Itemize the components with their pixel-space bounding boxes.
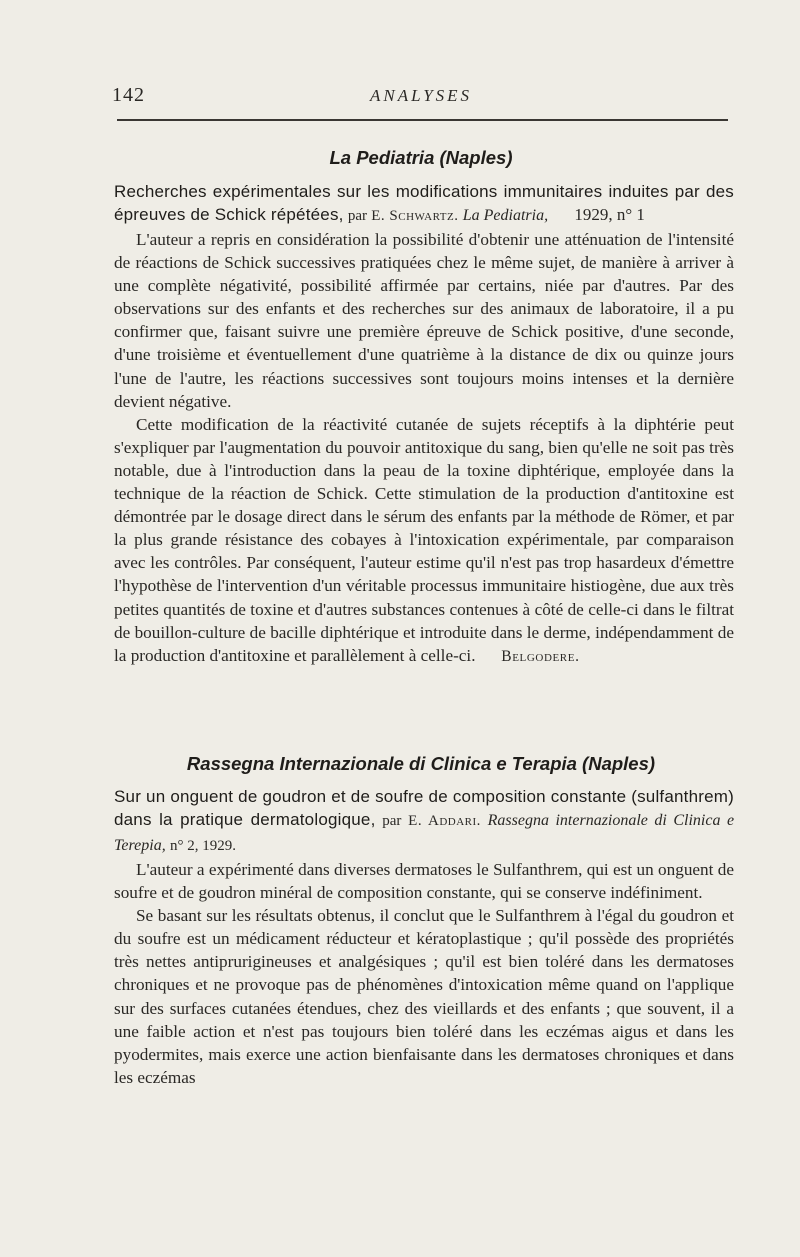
article-author: E. Schwartz. <box>371 208 459 224</box>
article-source-ref: 1929, n° 1 <box>574 205 645 224</box>
article-signature: Belgodere. <box>501 647 580 665</box>
page-header <box>112 84 730 112</box>
article-source-journal: Rassegna internazionale di Clinica e Terepia, <box>114 812 735 854</box>
article-title-block <box>114 785 734 858</box>
article-paragraph <box>114 413 734 668</box>
journal-title-pediatria: La Pediatria (Naples) <box>329 147 513 168</box>
journal-title-rassegna: Rassegna Internazionale di Clinica e Terapia (Naples) <box>186 753 656 774</box>
page-number: 142 <box>112 84 145 106</box>
article-title: Sur un onguent de goudron et de soufre de composition constante (sulfanthrem) dans la pratique dermatologique, <box>114 787 734 829</box>
article-paragraph: L'auteur a repris en considération la possibilité d'obtenir une atténuation de l'intensité de réactions de Schick successives pratiquées chez le même sujet, de manière à arriver à une complète négativité, possibilité affirmée par certains, niée par d'autres. Par des observations sur des enfants et des recherches sur des animaux de laboratoire, il a pu confirmer que, faisant suivre une première épreuve de Schick positive, d'une seconde, d'une troisième et éventuellement d'une quatrième à la distance de dix ou quinze jours l'une de l'autre, les réactions successives sont toujours moins intenses et la dernière devient négative. <box>114 230 734 411</box>
article-schick <box>114 180 734 668</box>
article-by: par <box>347 208 367 224</box>
article-paragraph-text: Cette modification de la réactivité cutanée de sujets réceptifs à la diphtérie peut s'expliquer par l'augmentation du pouvoir antitoxique du sang, bien qu'elle ne soit pas très notable, due à l'introduction dans la peau de la toxine diphtérique, employée dans la technique de la réaction de Schick. Cette stimulation de la production d'antitoxine est démontrée par le dosage direct dans le sérum des enfants par la méthode de Römer, et par la plus grande résistance des cobayes à l'intoxication expérimentale, par comparaison avec les contrôles. Par conséquent, l'auteur estime qu'il n'est pas trop hasardeux d'émettre l'hypothèse de l'intervention d'un véritable processus immunitaire histiogène, due aux très petites quantités de toxine et d'autres substances contenues à côté de celle-ci dans le filtrat de bouillon-culture de bacille diphtérique et introduite dans le derme, indépendamment de la production d'antitoxine et parallèlement à celle-ci. <box>114 414 734 665</box>
article-paragraph: L'auteur a expérimenté dans diverses dermatoses le Sulfanthrem, qui est un onguent de soufre et de goudron minéral de composition constante, qui se conserve indéfiniment. <box>114 860 734 903</box>
article-title: Recherches expérimentales sur les modifications immunitaires induites par des épreuves de Schick répétées, <box>114 182 734 224</box>
article-title-block <box>114 180 734 228</box>
article-by: par <box>382 813 402 829</box>
article-author: E. Addari. <box>408 813 481 829</box>
article-sulfanthrem <box>114 785 734 1089</box>
article-paragraph: Se basant sur les résultats obtenus, il conclut que le Sulfanthrem à l'égal du goudron et du soufre est un médicament réducteur et kératoplastique ; qu'il possède des propriétés très nettes antiprurigineuses et analgésiques ; qu'il est bien toléré dans les dermatoses chroniques et ne provoque pas de phénomènes d'intoxication même quand on l'applique sur des surfaces cutanées étendues, chez des vieillards et des enfants ; que souvent, il a une faible action et n'est pas toujours bien toléré dans les eczémas aigus et dans les pyodermites, mais exerce une action bienfaisante dans les dermatoses chroniques et dans les eczémas <box>114 906 734 1087</box>
article-source-ref: n° 2, 1929. <box>169 838 236 854</box>
running-head: ANALYSES <box>369 86 473 105</box>
article-source-journal: La Pediatria, <box>462 207 549 224</box>
header-rule <box>117 119 728 121</box>
